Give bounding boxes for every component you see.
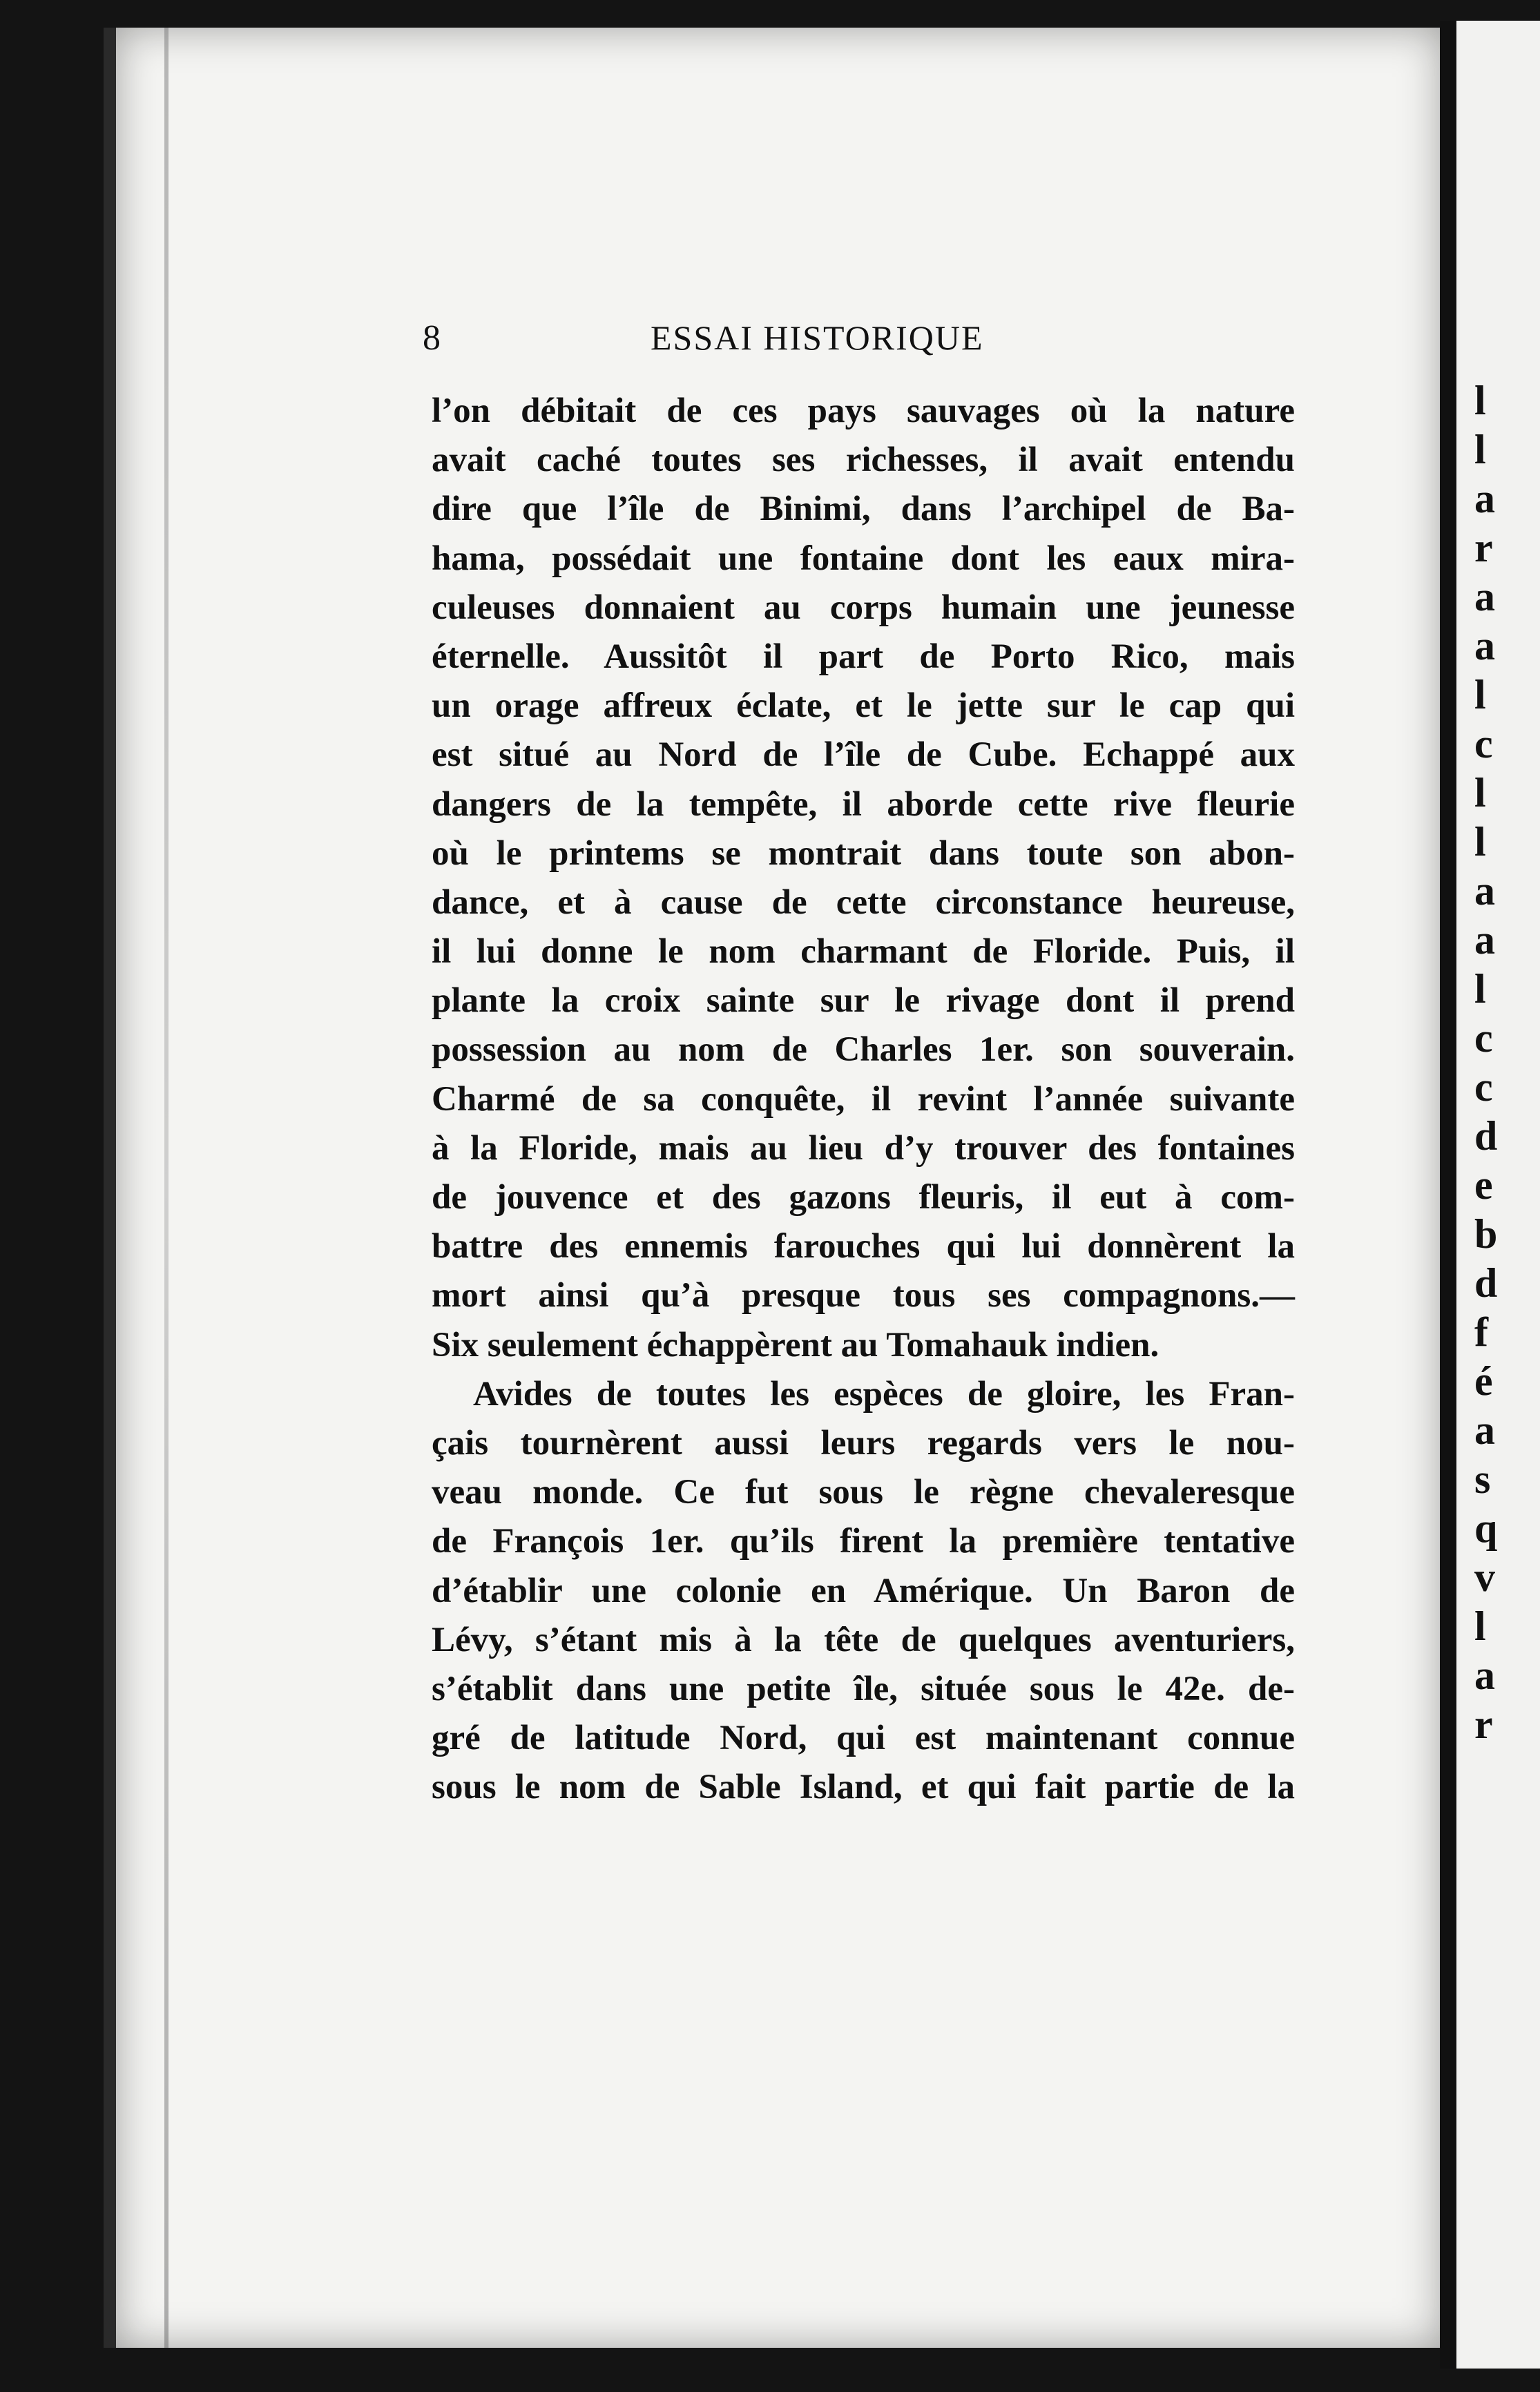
facing-letter: d bbox=[1474, 1260, 1498, 1306]
text-line: s’établit dans une petite île, située sous le 42e. de- bbox=[432, 1669, 1295, 1708]
facing-letter: a bbox=[1474, 1407, 1495, 1453]
facing-letter: l bbox=[1474, 819, 1486, 865]
text-line: gré de latitude Nord, qui est maintenant connue bbox=[432, 1719, 1295, 1758]
facing-letter: a bbox=[1474, 917, 1495, 963]
facing-letter: l bbox=[1474, 1603, 1486, 1649]
text-line: mort ainsi qu’à presque tous ses compagnons.— bbox=[432, 1276, 1295, 1315]
facing-letter: r bbox=[1474, 1701, 1493, 1747]
text-line: avait caché toutes ses richesses, il avait entendu bbox=[432, 441, 1295, 480]
page-header bbox=[423, 318, 1300, 373]
facing-letter: f bbox=[1474, 1309, 1488, 1355]
facing-letter: l bbox=[1474, 378, 1486, 423]
text-line: plante la croix sainte sur le rivage dont il prend bbox=[432, 981, 1295, 1021]
text-line: de jouvence et des gazons fleuris, il eut à com- bbox=[432, 1178, 1295, 1217]
text-line: il lui donne le nom charmant de Floride. Puis, il bbox=[432, 932, 1295, 972]
facing-letter: s bbox=[1474, 1456, 1491, 1502]
facing-letter: l bbox=[1474, 672, 1486, 717]
text-line: de François 1er. qu’ils firent la première tentative bbox=[432, 1522, 1295, 1561]
text-line: Lévy, s’étant mis à la tête de quelques aventuriers, bbox=[432, 1620, 1295, 1659]
text-line: Charmé de sa conquête, il revint l’année suivante bbox=[432, 1079, 1295, 1119]
text-line: dire que l’île de Binimi, dans l’archipel de Ba- bbox=[432, 490, 1295, 529]
text-line: d’établir une colonie en Amérique. Un Baron de bbox=[432, 1571, 1295, 1610]
running-title: ESSAI HISTORIQUE bbox=[651, 318, 984, 357]
text-line: çais tournèrent aussi leurs regards vers le nou- bbox=[432, 1423, 1295, 1463]
text-line: possession au nom de Charles 1er. son souverain. bbox=[432, 1030, 1295, 1070]
facing-letter: a bbox=[1474, 868, 1495, 914]
facing-letter: r bbox=[1474, 525, 1493, 570]
facing-letter: a bbox=[1474, 623, 1495, 668]
text-line: dangers de la tempête, il aborde cette rive fleurie bbox=[432, 784, 1295, 824]
facing-letter: a bbox=[1474, 1652, 1495, 1698]
text-line: Six seulement échappèrent au Tomahauk indien. bbox=[432, 1325, 1159, 1364]
body-text bbox=[432, 387, 1295, 1812]
facing-letter: c bbox=[1474, 1015, 1493, 1061]
text-line: hama, possédait une fontaine dont les eaux mira- bbox=[432, 539, 1295, 578]
text-line: éternelle. Aussitôt il part de Porto Rico, mais bbox=[432, 637, 1295, 676]
text-line: sous le nom de Sable Island, et qui fait partie de la bbox=[432, 1768, 1295, 1807]
facing-letter: a bbox=[1474, 476, 1495, 521]
facing-letter: l bbox=[1474, 770, 1486, 816]
facing-page-text bbox=[1474, 376, 1537, 1749]
text-line: veau monde. Ce fut sous le règne chevaleresque bbox=[432, 1473, 1295, 1512]
facing-letter: l bbox=[1474, 427, 1486, 472]
facing-letter: a bbox=[1474, 574, 1495, 619]
facing-letter: é bbox=[1474, 1358, 1493, 1404]
text-line: l’on débitait de ces pays sauvages où la nature bbox=[432, 392, 1295, 430]
text-line: un orage affreux éclate, et le jette sur le cap qui bbox=[432, 686, 1295, 726]
text-line: battre des ennemis farouches qui lui donnèrent la bbox=[432, 1227, 1295, 1266]
facing-letter: v bbox=[1474, 1554, 1495, 1600]
facing-letter: b bbox=[1474, 1211, 1498, 1257]
facing-letter: d bbox=[1474, 1113, 1498, 1159]
facing-letter: l bbox=[1474, 966, 1486, 1012]
facing-letter: c bbox=[1474, 721, 1493, 766]
text-line: culeuses donnaient au corps humain une jeunesse bbox=[432, 588, 1295, 627]
text-line: où le printems se montrait dans toute son abon- bbox=[432, 833, 1295, 873]
facing-letter: e bbox=[1474, 1162, 1493, 1208]
text-line: Avides de toutes les espèces de gloire, les Fran- bbox=[473, 1374, 1295, 1414]
text-line: dance, et à cause de cette circonstance heureuse, bbox=[432, 882, 1295, 922]
text-line: à la Floride, mais au lieu d’y trouver des fontaines bbox=[432, 1128, 1295, 1168]
facing-letter: c bbox=[1474, 1064, 1493, 1110]
facing-letter: q bbox=[1474, 1505, 1498, 1551]
page-number: 8 bbox=[423, 318, 441, 358]
text-line: est situé au Nord de l’île de Cube. Echappé aux bbox=[432, 735, 1295, 775]
